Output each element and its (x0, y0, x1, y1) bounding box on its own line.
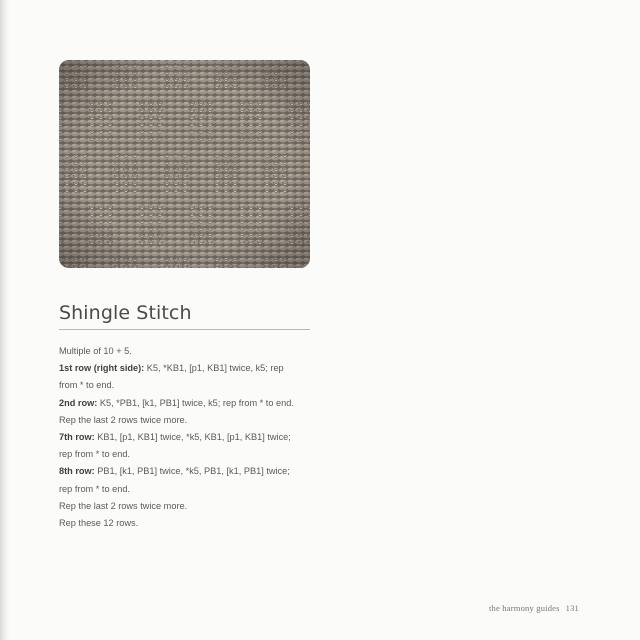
row-label: 1st row (right side): (59, 363, 145, 374)
row-label: 7th row: (59, 432, 95, 443)
knit-texture-graphic (59, 60, 310, 268)
page-spine-shadow (0, 0, 10, 640)
row-text: from * to end. (59, 380, 115, 391)
instruction-lines (59, 360, 319, 532)
intro-text: Multiple of 10 + 5. (59, 346, 132, 356)
row-label: 8th row: (59, 466, 95, 477)
series-name: the harmony guides (489, 603, 560, 613)
pattern-title: Shingle Stitch (59, 302, 192, 324)
title-divider (59, 329, 310, 330)
row-text: Rep the last 2 rows twice more. (59, 500, 188, 511)
instruction-line (59, 412, 319, 429)
instruction-line (59, 360, 319, 377)
row-text: PB1, [k1, PB1] twice, *k5, PB1, [k1, PB1] twice; (94, 466, 290, 477)
row-text: KB1, [p1, KB1] twice, *k5, KB1, [p1, KB1] twice; (94, 432, 291, 443)
instruction-line (59, 446, 319, 463)
row-text: Rep these 12 rows. (59, 518, 139, 529)
row-label: 2nd row: (59, 397, 98, 408)
instruction-line (59, 429, 319, 446)
row-text: K5, *KB1, [p1, KB1] twice, k5; rep (144, 363, 284, 374)
pattern-instructions (59, 343, 319, 532)
knit-swatch-photo (59, 60, 310, 268)
row-text: K5, *PB1, [k1, PB1] twice, k5; rep from * to end. (97, 397, 294, 408)
row-text: rep from * to end. (59, 483, 130, 494)
page-footer (489, 603, 579, 613)
instruction-line (59, 377, 319, 394)
instruction-line (59, 498, 319, 515)
row-text: rep from * to end. (59, 449, 130, 460)
instruction-line (59, 395, 319, 412)
page-number: 131 (565, 603, 580, 613)
row-text: Rep the last 2 rows twice more. (59, 414, 188, 425)
instruction-line (59, 481, 319, 498)
instruction-line (59, 463, 319, 480)
instruction-line (59, 515, 319, 532)
